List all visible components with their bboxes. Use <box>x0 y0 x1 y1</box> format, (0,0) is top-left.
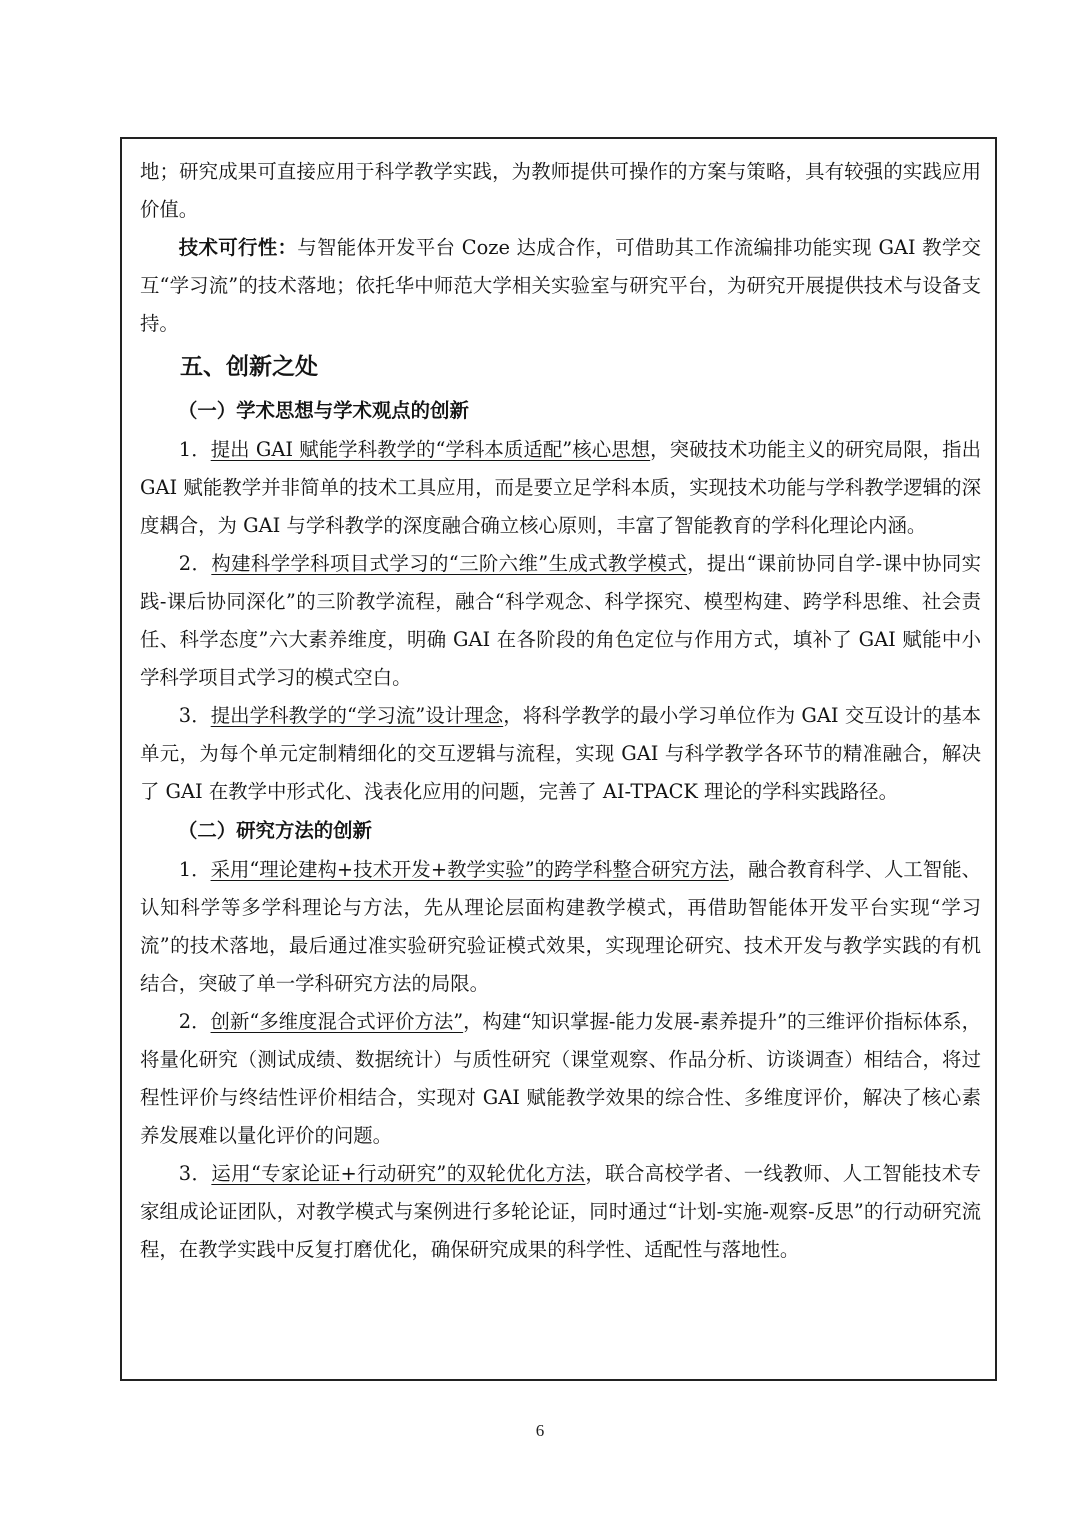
innovation-item <box>140 545 981 697</box>
method-item <box>140 1155 981 1269</box>
item-text: ，提出“课前协同自学-课中协同实践-课后协同深化”的三阶教学流程，融合“科学观念、科学探究、模型构建、跨学科思维、社会责任、科学态度”六大素养维度，明确 GAI 在各阶段的角色定位与作用方式，填补了 GAI 赋能中小学科学项目式学习的模式空白。 <box>140 552 981 689</box>
subsection-title-1: （一）学术思想与学术观点的创新 <box>178 399 469 422</box>
innovation-item <box>140 697 981 811</box>
tech-feasibility-paragraph <box>140 229 981 343</box>
item-text: ，构建“知识掌握-能力发展-素养提升”的三维评价指标体系，将量化研究（测试成绩、数据统计）与质性研究（课堂观察、作品分析、访谈调查）相结合，将过程性评价与终结性评价相结合，实现对 GAI 赋能教学效果的综合性、多维度评价，解决了核心素养发展难以量化评价的问题。 <box>140 1010 981 1147</box>
method-item <box>140 1003 981 1155</box>
item-number: 3． <box>178 1162 212 1185</box>
item-key-point: 运用“专家论证+行动研究”的双轮优化方法 <box>211 1162 586 1185</box>
item-number: 2． <box>178 552 212 575</box>
item-text: ，融合教育科学、人工智能、认知科学等多学科理论与方法，先从理论层面构建教学模式，再借助智能体开发平台实现“学习流”的技术落地，最后通过准实验研究验证模式效果，实现理论研究、技术开发与教学实践的有机结合，突破了单一学科研究方法的局限。 <box>140 858 981 995</box>
subsection-title-2: （二）研究方法的创新 <box>178 819 372 842</box>
item-number: 1． <box>178 438 211 461</box>
item-number: 1． <box>178 858 211 881</box>
item-key-point: 提出 GAI 赋能学科教学的“学科本质适配”核心思想 <box>210 438 651 461</box>
item-key-point: 创新“多维度混合式评价方法” <box>210 1010 464 1033</box>
item-number: 2． <box>178 1010 211 1033</box>
tech-feasibility-label: 技术可行性： <box>178 236 298 259</box>
innovation-item <box>140 431 981 545</box>
item-key-point: 采用“理论建构+技术开发+教学实验”的跨学科整合研究方法 <box>210 858 729 881</box>
item-text: ，突破技术功能主义的研究局限，指出 GAI 赋能教学并非简单的技术工具应用，而是要立足学科本质，实现技术功能与学科教学逻辑的深度耦合，为 GAI 与学科教学的深度融合确立核心原则，丰富了智能教育的学科化理论内涵。 <box>140 438 982 537</box>
item-key-point: 提出学科教学的“学习流”设计理念 <box>210 704 504 727</box>
section-title: 五、创新之处 <box>180 353 318 380</box>
item-text: ，将科学教学的最小学习单位作为 GAI 交互设计的基本单元，为每个单元定制精细化的交互逻辑与流程，实现 GAI 与科学教学各环节的精准融合，解决了 GAI 在教学中形式化、浅表化应用的问题，完善了 AI-TPACK 理论的学科实践路径。 <box>140 704 982 803</box>
document-frame <box>120 137 997 1381</box>
item-text: ，联合高校学者、一线教师、人工智能技术专家组成论证团队，对教学模式与案例进行多轮论证，同时通过“计划-实施-观察-反思”的行动研究流程，在教学实践中反复打磨优化，确保研究成果的科学性、适配性与落地性。 <box>140 1162 982 1261</box>
method-item <box>140 851 981 1003</box>
item-key-point: 构建科学学科项目式学习的“三阶六维”生成式教学模式 <box>211 552 688 575</box>
item-number: 3． <box>178 704 211 727</box>
continuation-paragraph: 地；研究成果可直接应用于科学教学实践，为教师提供可操作的方案与策略，具有较强的实践应用价值。 <box>140 160 981 221</box>
tech-feasibility-text: 与智能体开发平台 Coze 达成合作，可借助其工作流编排功能实现 GAI 教学交互“学习流”的技术落地；依托华中师范大学相关实验室与研究平台，为研究开展提供技术与设备支持。 <box>140 236 981 335</box>
page-number: 6 <box>535 1421 545 1440</box>
document-content <box>140 153 981 1269</box>
